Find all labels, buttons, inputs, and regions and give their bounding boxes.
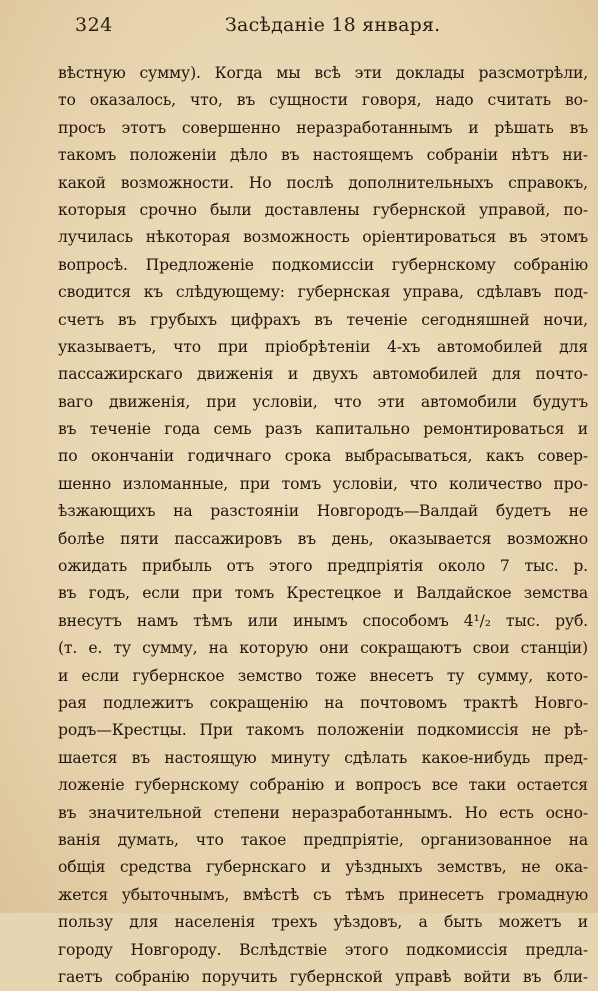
text-line: вопросѣ. Предложеніе подкомиссіи губернскому собранію [58,255,588,274]
text-line: городу Новгороду. Вслѣдствіе этого подкомиссія предла- [58,940,588,959]
text-line: общія средства губернскаго и уѣздныхъ земствъ, не ока- [58,858,588,877]
body-text [58,60,588,991]
page-number: 324 [75,14,113,36]
text-line: указываетъ, что при пріобрѣтеніи 4-хъ автомобилей для [58,337,588,356]
text-line: вѣстную сумму). Когда мы всѣ эти доклады разсмотрѣли, [58,64,588,82]
text-line: рая подлежитъ сокращенію на почтовомъ трактѣ Новго- [58,693,588,712]
text-line: какой возможности. Но послѣ дополнительныхъ справокъ, [58,173,588,192]
text-line: жется убыточнымъ, вмѣстѣ съ тѣмъ принесетъ громадную [58,885,588,904]
text-line: сводится къ слѣдующему: губернская управа, сдѣлавъ под- [58,283,588,302]
text-line: въ значительной степени неразработаннымъ. Но есть осно- [58,803,588,822]
text-line: ванія думать, что такое предпріятіе, организованное на [58,830,588,849]
text-line: пользу для населенія трехъ уѣздовъ, а быть можетъ и [58,913,588,932]
text-line: (т. е. ту сумму, на которую они сокращаютъ свои станціи) [58,639,588,658]
running-title: Засѣданіе 18 января. [225,14,441,36]
text-line: шается въ настоящую минуту сдѣлать какое-нибудь пред- [58,748,588,767]
text-line: по окончаніи годичнаго срока выбрасываться, какъ совер- [58,447,588,466]
text-line: родъ—Крестцы. При такомъ положеніи подкомиссія не рѣ- [58,721,588,740]
text-line: просъ этотъ совершенно неразработаннымъ и рѣшать въ [58,118,588,137]
text-line: ложеніе губернскому собранію и вопросъ все таки остается [58,776,588,795]
text-line: въ теченіе года семь разъ капитально ремонтироваться и [58,420,588,439]
text-line: лучилась нѣкоторая возможность оріентироваться въ этомъ [58,228,588,247]
text-line: шенно изломанные, при томъ условіи, что количество про- [58,474,588,493]
text-line: такомъ положеніи дѣло въ настоящемъ собраніи нѣтъ ни- [58,146,588,165]
text-line: гаетъ собранію поручить губернской управѣ войти въ бли- [58,967,588,986]
text-line: въ годъ, если при томъ Крестецкое и Валдайское земства [58,584,588,603]
text-line: то оказалось, что, въ сущности говоря, надо считать во- [58,91,588,110]
text-line: ѣзжающихъ на разстояніи Новгородъ—Валдай будетъ не [58,502,588,521]
text-line: ожидать прибыль отъ этого предпріятія около 7 тыс. р. [58,557,588,576]
text-line: счетъ въ грубыхъ цифрахъ въ теченіе сегодняшней ночи, [58,310,588,329]
text-line: пассажирскаго движенія и двухъ автомобилей для почто- [58,365,588,384]
text-line: ваго движенія, при условіи, что эти автомобили будутъ [58,392,588,411]
text-line: болѣе пяти пассажировъ въ день, оказывается возможно [58,529,588,548]
text-line: внесутъ намъ тѣмъ или инымъ способомъ 4¹/₂ тыс. руб. [58,611,588,630]
page-header [75,14,568,44]
text-line: которыя срочно были доставлены губернской управой, по- [58,200,588,219]
text-line: и если губернское земство тоже внесетъ ту сумму, кото- [58,666,588,685]
